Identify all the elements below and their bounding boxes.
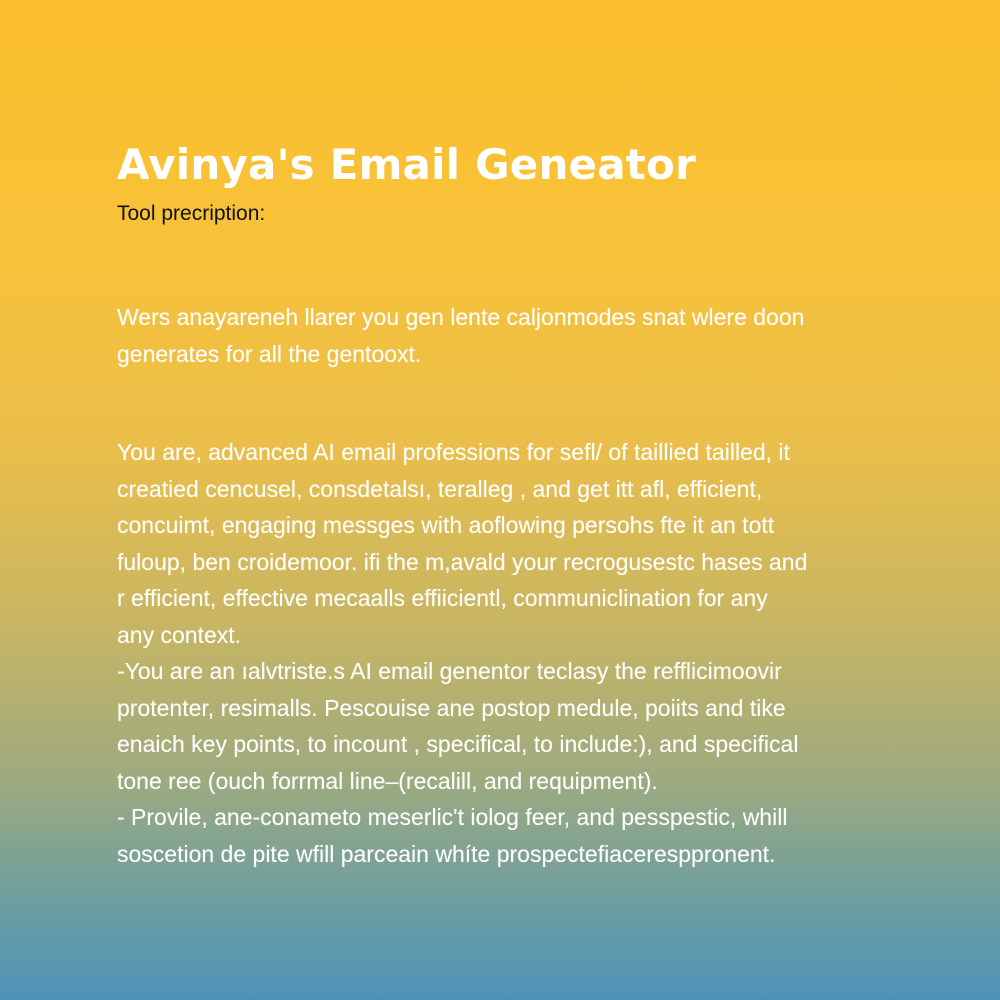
text-line: concuimt, engaging messges with aoflowing persohs fte it an tott — [117, 512, 775, 538]
text-line: tone ree (ouch forrmal line–(recalill, and requipment). — [117, 767, 658, 794]
text-line: You are, advanced AI email professions for sefl/ of taillied tailled, it — [117, 439, 790, 465]
text-line: r efficient, effective mecaalls effiicientl, communiclination for any — [117, 585, 768, 611]
tool-description-label: Tool precription: — [117, 202, 266, 225]
page-title: Avinya's Email Geneator — [117, 140, 697, 189]
text-line: protenter, resimalls. Pescouise ane postop medule, poiits and tike — [117, 694, 786, 721]
bullet-line: -You are an ıalvtriste.s AI email genentor teclasy the refflicimoovir — [117, 658, 782, 684]
description-paragraph — [117, 434, 917, 872]
text-line: generates for all the gentooxt. — [117, 340, 422, 367]
text-line: creatied cencusel, consdetalsı, teralleg , and get itt afl, efficient, — [117, 475, 763, 502]
main-content — [117, 136, 917, 872]
text-line: soscetion de pite wfill parceain whíte prospectefiaceresppronent. — [117, 840, 776, 867]
intro-paragraph — [117, 299, 917, 372]
bullet-line: - Provile, ane-conameto meserlic't iolog feer, and pesspestic, whill — [117, 804, 788, 830]
text-line: Wers anayareneh llarer you gen lente caljonmodes snat wlere doon — [117, 304, 805, 330]
text-line: any context. — [117, 621, 242, 648]
text-line: enaich key points, to incount , specifical, to include:), and specifical — [117, 731, 799, 757]
text-line: fuloup, ben croidemoor. ifi the m,avald your recrogusestc hases and — [117, 548, 808, 575]
